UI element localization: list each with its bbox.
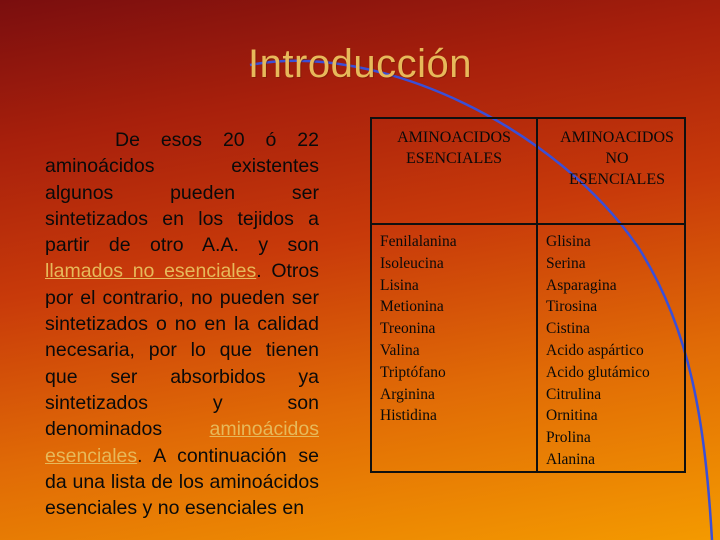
list-item: Treonina: [380, 320, 436, 338]
list-item: Histidina: [380, 407, 437, 425]
list-item: Metionina: [380, 298, 444, 316]
header-line: NO: [605, 150, 629, 167]
header-no-esenciales: [537, 118, 685, 224]
header-line: ESENCIALES: [569, 171, 665, 188]
body-paragraph: [45, 127, 319, 521]
list-item: Alanina: [546, 450, 596, 468]
list-item: Isoleucina: [380, 254, 444, 272]
list-item: Cistina: [546, 320, 590, 338]
link-esenciales[interactable]: aminoácidos esenciales: [45, 418, 319, 467]
list-item: Glisina: [546, 233, 591, 250]
header-line: AMINOACIDOS: [560, 129, 674, 146]
list-item: Tirosina: [546, 298, 598, 316]
body-text-part3: . A continuación se da una lista de los aminoácidos esenciales y no esenciales en: [45, 444, 319, 520]
list-item: Acido aspártico: [546, 341, 644, 359]
slide-title: Introducción: [248, 42, 472, 86]
list-item: Asparagina: [546, 276, 617, 294]
list-item: Citrulina: [546, 385, 602, 403]
body-text-part2: . Otros por el contrario, no pueden ser sintetizados o no en la calidad necesaria, por lo que tienen que ser absorbidos ya sintetizados y son denominados: [45, 260, 320, 441]
list-item: Prolina: [546, 429, 591, 447]
list-esenciales: [371, 224, 537, 472]
list-item: Ornitina: [546, 407, 598, 425]
link-no-esenciales[interactable]: llamados no esenciales: [45, 260, 257, 283]
list-item: Arginina: [380, 385, 435, 403]
header-line: ESENCIALES: [406, 150, 502, 167]
list-item: Valina: [380, 341, 420, 359]
list-item: Lisina: [380, 276, 419, 294]
header-esenciales: [371, 118, 537, 224]
list-item: Triptófano: [380, 363, 446, 381]
list-no-esenciales: [537, 224, 685, 472]
body-text-part1: De esos 20 ó 22 aminoácidos existentes algunos pueden ser sintetizados en los tejidos a partir de otro A.A. y son: [45, 129, 319, 257]
table-body-row: [371, 224, 685, 472]
table-header-row: [371, 118, 685, 224]
list-item: Fenilalanina: [380, 233, 457, 250]
list-item: Serina: [546, 254, 586, 272]
list-item: Acido glutámico: [546, 363, 650, 381]
amino-table: [370, 117, 686, 473]
header-line: AMINOACIDOS: [397, 129, 511, 146]
